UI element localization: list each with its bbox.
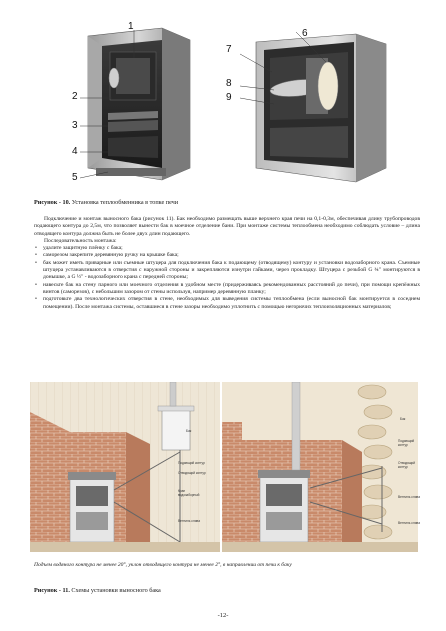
fig11-right-label-supply: Подающий контур bbox=[398, 439, 415, 447]
figure11-caption bbox=[34, 587, 161, 594]
fig11-left-label-supply: Подающий контур bbox=[178, 461, 205, 465]
fig11-left-label-tap: Кран водозаборный bbox=[178, 489, 200, 497]
fig11-right-label-drain-2: Вентиль слива bbox=[398, 521, 420, 525]
list-item: • саморезом закрепите деревянную ручку на крышке бака; bbox=[34, 252, 420, 259]
fig11-left-label-drain: Вентиль слива bbox=[178, 519, 200, 523]
callout-6: 6 bbox=[302, 28, 308, 39]
callout-5: 5 bbox=[72, 172, 78, 183]
figure10-caption-text: Установка теплообменника в топке печи bbox=[70, 199, 179, 206]
callout-3: 3 bbox=[72, 120, 78, 131]
figure10-caption bbox=[34, 199, 178, 206]
page-number: -12- bbox=[217, 612, 229, 619]
figure11-right-scene bbox=[222, 382, 418, 552]
installation-steps-list bbox=[34, 245, 420, 311]
list-item: • навесьте бак на стену парного или моечного отделения в удобном месте (придерживаясь рекомендованных расстояний до печи), при помощи крепёжных винтов (саморезов), с небольшим зазором от стены используя, например деревянную планку; bbox=[34, 282, 420, 297]
callout-8: 8 bbox=[226, 78, 232, 89]
list-item: • бак может иметь приварные или съемные штуцера для подключения бака к подающему (отводящему) контуру и установки водозаборного крана. Съемные штуцера устанавливаются в отверстия с наружной стороны и закрепляются изнутри гайками, через прокладку. Штуцера с резьбой G ¾" монтируются в донышке, а G ½" - водозаборного крана с передней стороны; bbox=[34, 260, 420, 282]
fig11-right-label-drain-1: Вентиль слива bbox=[398, 495, 420, 499]
fig11-left-label-tank: Бак bbox=[186, 429, 192, 433]
paragraph-sequence-heading: Последовательность монтажа: bbox=[44, 237, 117, 244]
callout-9: 9 bbox=[226, 92, 232, 103]
paragraph-tank-connection: Подключение и монтаж выносного бака (рисунок 11). Бак необходимо размещать выше верхнего края печи на 0,1-0,3м, обеспечивая длину трубопроводов подающего контура до 2,5м, что позволяет вынести бак в моечное отделение бани. При монтаже системы теплообмена необходимо соблюдать условие – длина отводящего контура должна быть не более двух длин подающего. bbox=[34, 216, 420, 237]
list-item: • удалите защитную плёнку с бака; bbox=[34, 245, 420, 252]
list-item: • подготовьте два технологических отверстия в стене, необходимых для выведения системы теплообмена (если выносной бак монтируется в соседнем помещении). После монтажа системы, оставшиеся в стене зазоры необходимо уплотнить с помощью негорючих теплоизоляционных материалов; bbox=[34, 296, 420, 311]
figure10-left-stove bbox=[50, 18, 200, 190]
callout-4: 4 bbox=[72, 146, 78, 157]
figure11-left-scene bbox=[30, 382, 220, 552]
figure10-caption-label: Рисунок - 10. bbox=[34, 199, 71, 206]
fig11-right-label-return: Отводящий контур bbox=[398, 461, 416, 469]
callout-7: 7 bbox=[226, 44, 232, 55]
installation-text bbox=[34, 216, 420, 311]
callout-1: 1 bbox=[128, 21, 134, 32]
fig11-left-label-return: Отводящий контур bbox=[178, 471, 206, 475]
figure11-italic-caption: Подъем водяного контура не менее 20°, уклон отводящего контура не менее 2°, в направлении от печи к баку bbox=[34, 562, 292, 568]
figure10-right-stove bbox=[236, 28, 406, 188]
fig11-right-label-tank: Бак bbox=[400, 417, 406, 421]
figure11-caption-text: Схемы установки выносного бака bbox=[69, 587, 161, 594]
callout-2: 2 bbox=[72, 91, 78, 102]
figure11-caption-label: Рисунок - 11. bbox=[34, 587, 70, 594]
